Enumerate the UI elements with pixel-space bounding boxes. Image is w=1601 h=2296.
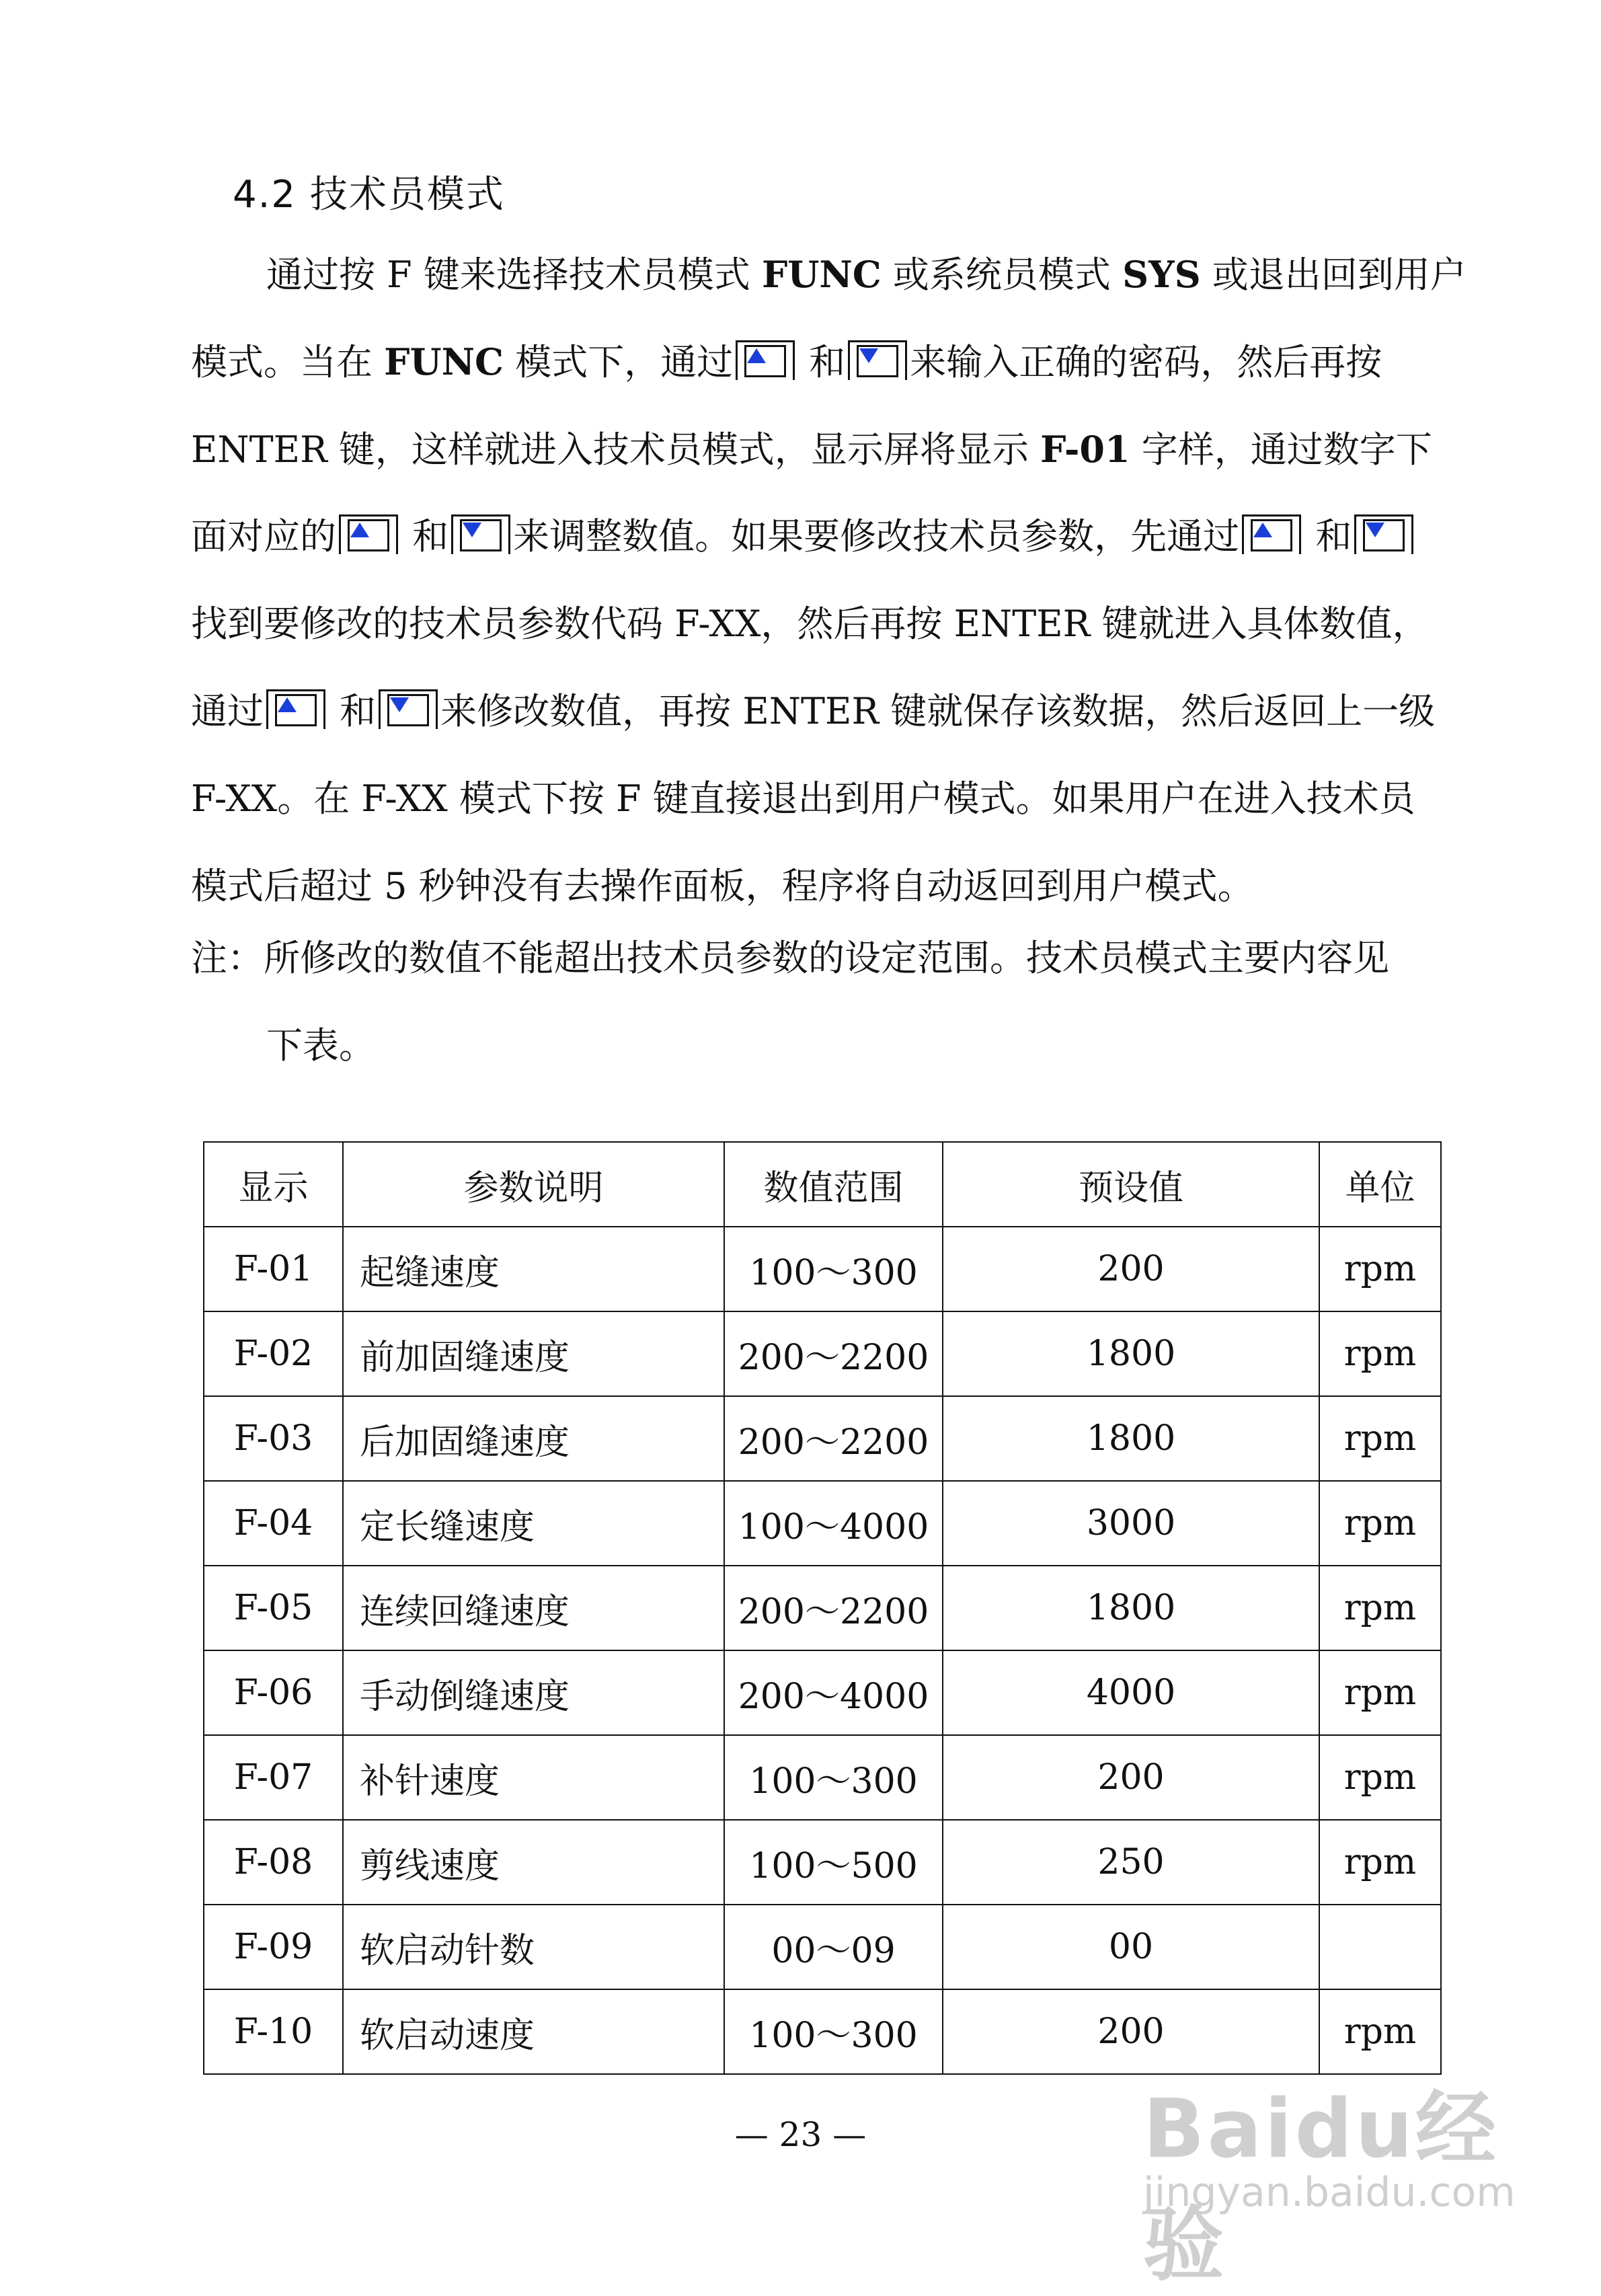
header-default: 预设值 [943,1142,1319,1227]
header-description: 参数说明 [343,1142,724,1227]
table-row: F-08 剪线速度 100～500 250 rpm [204,1820,1441,1905]
paragraph-line-5: 找到要修改的技术员参数代码 F-XX，然后再按 ENTER 键就进入具体数值， [191,603,1429,645]
down-arrow-key-icon [451,514,510,554]
paragraph-line-6: 通过 和 来修改数值，再按 ENTER 键就保存该数据，然后返回上一级 [191,690,1436,732]
header-display: 显示 [204,1142,343,1227]
note-line-2: 下表。 [266,1024,375,1067]
header-range: 数值范围 [724,1142,943,1227]
table-row: F-10 软启动速度 100～300 200 rpm [204,1989,1441,2074]
paragraph-line-7: F-XX。在 F-XX 模式下按 F 键直接退出到用户模式。如果用户在进入技术员 [191,777,1415,820]
section-heading: 4.2 技术员模式 [233,173,505,217]
table-row: F-07 补针速度 100～300 200 rpm [204,1735,1441,1820]
note-paragraph [191,915,1440,1089]
paragraph-line-2: 模式。当在 FUNC 模式下，通过 和 来输入正确的密码，然后再按 [191,340,1382,383]
table-row: F-06 手动倒缝速度 200～4000 4000 rpm [204,1650,1441,1735]
table-row: F-03 后加固缝速度 200～2200 1800 rpm [204,1396,1441,1481]
table-row: F-02 前加固缝速度 200～2200 1800 rpm [204,1311,1441,1396]
up-arrow-key-icon [1242,514,1301,554]
paragraph-line-3: ENTER 键，这样就进入技术员模式，显示屏将显示 F-01 字样，通过数字下 [191,428,1432,471]
down-arrow-key-icon [1354,514,1413,554]
paragraph-line-8: 模式后超过 5 秒钟没有去操作面板，程序将自动返回到用户模式。 [191,865,1254,907]
watermark-title: Baidu经验 [1143,2083,1499,2292]
note-line-1: 注：所修改的数值不能超出技术员参数的设定范围。技术员模式主要内容见 [191,937,1389,979]
body-paragraph [191,231,1467,930]
paragraph-line-1: 通过按 F 键来选择技术员模式 FUNC 或系统员模式 SYS 或退出回到用户 [266,253,1467,296]
table-header-row [204,1142,1441,1227]
up-arrow-key-icon [266,689,325,729]
watermark-url: jingyan.baidu.com [1143,2169,1516,2216]
parameter-table [203,1141,1442,2075]
table-row: F-09 软启动针数 00～09 00 [204,1905,1441,1989]
up-arrow-key-icon [339,514,398,554]
down-arrow-key-icon [848,340,907,380]
table-row: F-05 连续回缝速度 200～2200 1800 rpm [204,1566,1441,1650]
down-arrow-key-icon [379,689,438,729]
header-unit: 单位 [1319,1142,1441,1227]
page-number: — 23 — [734,2115,867,2154]
up-arrow-key-icon [736,340,795,380]
table-row: F-04 定长缝速度 100～4000 3000 rpm [204,1481,1441,1566]
paragraph-line-4: 面对应的 和 来调整数值。如果要修改技术员参数，先通过 和 [191,493,1440,580]
table-row: F-01 起缝速度 100～300 200 rpm [204,1227,1441,1311]
baidu-watermark [1103,2044,1573,2292]
